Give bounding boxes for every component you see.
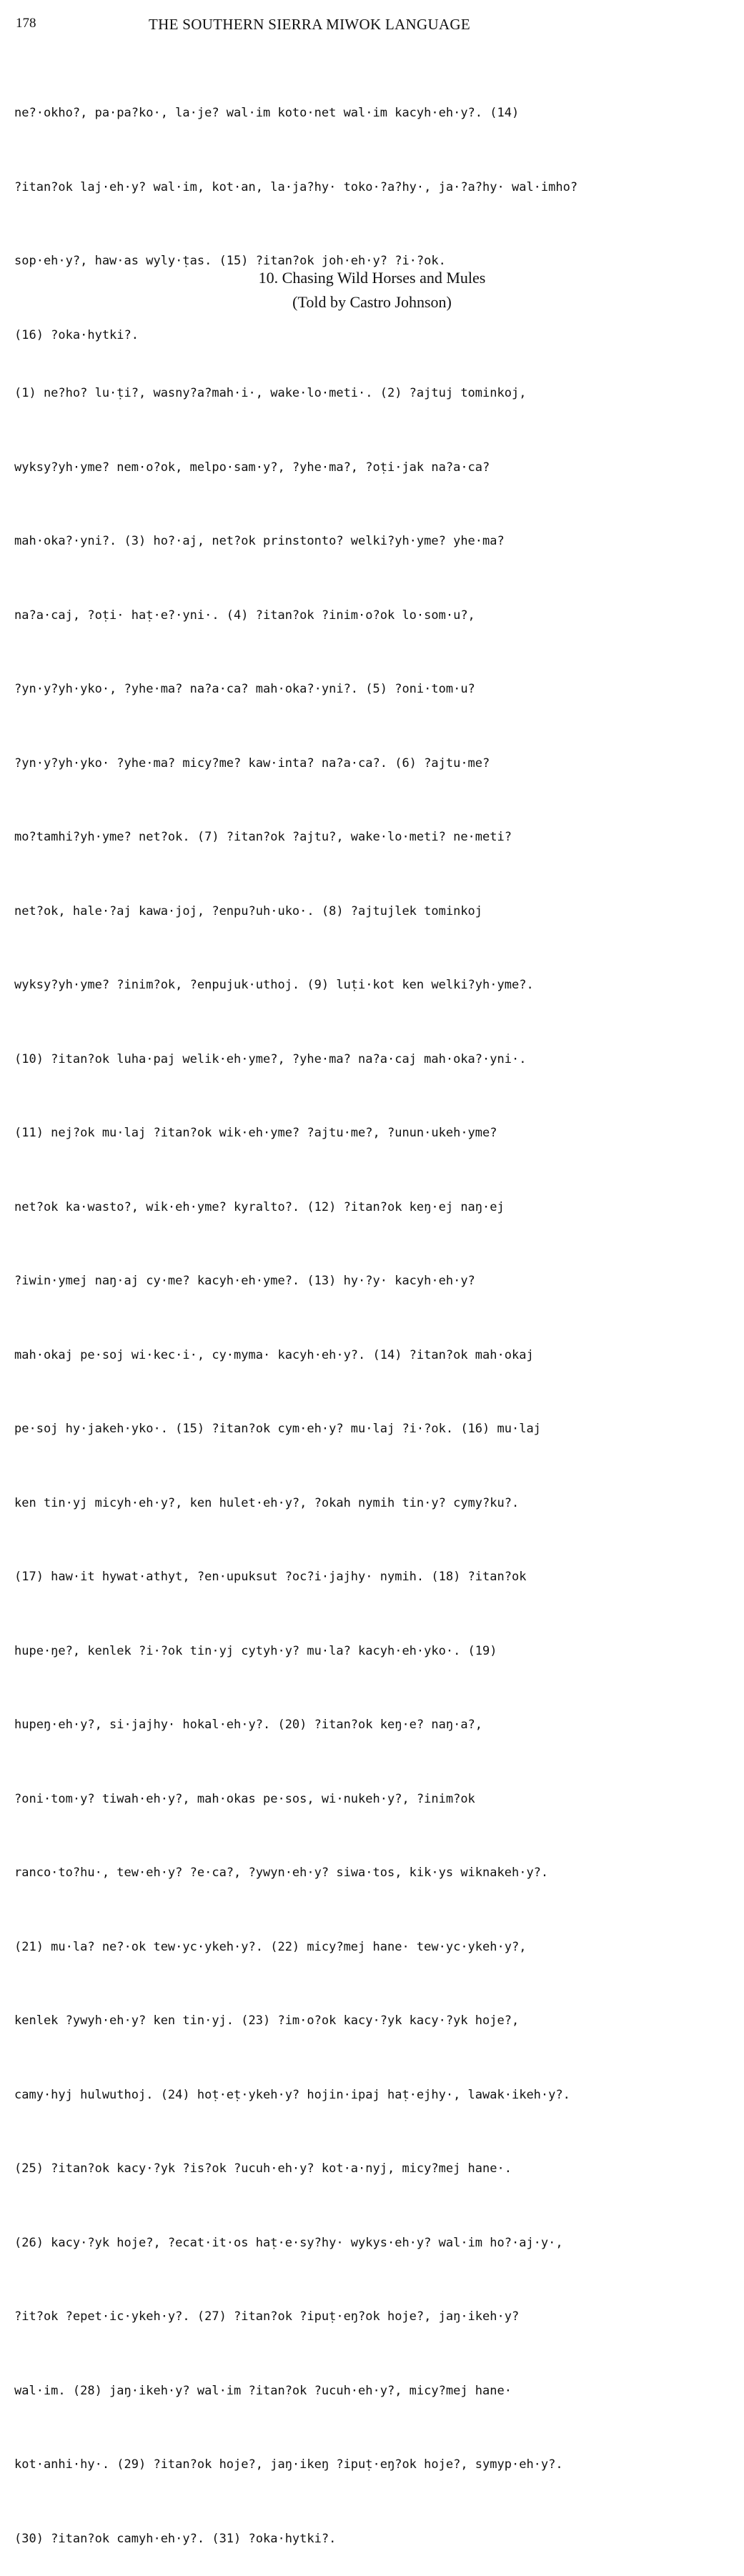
text-line: (16) ?oka·hytki?. (14, 327, 139, 342)
text-line: (1) ne?ho? lu·ṭi?, wasny?a?mah·i·, wake·lo·meti·. (2) ?ajtuj tominkoj, (14, 386, 527, 400)
text-line: wyksy?yh·yme? ?inim?ok, ?enpujuk·uthoj. (9) luṭi·kot ken welki?yh·yme?. (14, 978, 534, 992)
text-line: ?yn·y?yh·yko· ?yhe·ma? micy?me? kaw·inta? na?a·ca?. (6) ?ajtu·me? (14, 756, 490, 771)
section-heading (0, 266, 744, 314)
story-text-block (14, 332, 718, 2576)
section-subtitle: (Told by Castro Johnson) (292, 293, 452, 311)
text-line: net?ok ka·wasto?, wik·eh·yme? kyralto?. (12) ?itan?ok keŋ·ej naŋ·ej (14, 1199, 505, 1214)
text-line: wyksy?yh·yme? nem·o?ok, melpo·sam·y?, ?yhe·ma?, ?oṭi·jak na?a·ca? (14, 460, 490, 475)
text-line: net?ok, hale·?aj kawa·joj, ?enpu?uh·uko·. (8) ?ajtujlek tominkoj (14, 903, 483, 918)
text-line: mah·okaj pe·soj wi·kec·i·, cy·myma· kacyh·eh·y?. (14) ?itan?ok mah·okaj (14, 1347, 534, 1362)
text-line: (26) kacy·?yk hoje?, ?ecat·it·os haṭ·e·sy?hy· wykys·eh·y? wal·im ho?·aj·y·, (14, 2235, 563, 2250)
text-line: ?oni·tom·y? tiwah·eh·y?, mah·okas pe·sos, wi·nukeh·y?, ?inim?ok (14, 1791, 475, 1806)
text-line: mo?tamhi?yh·yme? net?ok. (7) ?itan?ok ?ajtu?, wake·lo·meti? ne·meti? (14, 830, 512, 844)
text-line: ne?·okho?, pa·pa?ko·, la·je? wal·im koto·net wal·im kacyh·eh·y?. (14) (14, 106, 520, 120)
text-line: (10) ?itan?ok luha·paj welik·eh·yme?, ?yhe·ma? na?a·caj mah·oka?·yni·. (14, 1051, 527, 1066)
text-line: ?itan?ok laj·eh·y? wal·im, kot·an, la·ja?hy· toko·?a?hy·, ja·?a?hy· wal·imho? (14, 179, 578, 194)
text-line: ranco·to?hu·, tew·eh·y? ?e·ca?, ?ywyn·eh·y? siwa·tos, kik·ys wiknakeh·y?. (14, 1866, 549, 1880)
text-line: ?iwin·ymej naŋ·aj cy·me? kacyh·eh·yme?. (13) hy·?y· kacyh·eh·y? (14, 1274, 475, 1288)
text-line: kenlek ?ywyh·eh·y? ken tin·yj. (23) ?im·o?ok kacy·?yk kacy·?yk hoje?, (14, 2013, 520, 2028)
text-line: wal·im. (28) jaŋ·ikeh·y? wal·im ?itan?ok ?ucuh·eh·y?, micy?mej hane· (14, 2383, 512, 2398)
page-number: 178 (16, 16, 36, 31)
text-line: ?yn·y?yh·yko·, ?yhe·ma? na?a·ca? mah·oka?·yni?. (5) ?oni·tom·u? (14, 682, 475, 696)
section-title: 10. Chasing Wild Horses and Mules (258, 269, 486, 287)
text-line: sop·eh·y?, haw·as wyly·ṭas. (15) ?itan?ok joh·eh·y? ?i·?ok. (14, 254, 446, 268)
text-line: pe·soj hy·jakeh·yko·. (15) ?itan?ok cym·eh·y? mu·laj ?i·?ok. (16) mu·laj (14, 1422, 541, 1436)
text-line: (17) haw·it hywat·athyt, ?en·upuksut ?oc?i·jajhy· nymih. (18) ?itan?ok (14, 1570, 527, 1584)
text-line: kot·anhi·hy·. (29) ?itan?ok hoje?, jaŋ·ikeŋ ?ipuṭ·eŋ?ok hoje?, symyp·eh·y?. (14, 2457, 563, 2472)
text-line: (11) nej?ok mu·laj ?itan?ok wik·eh·yme? ?ajtu·me?, ?unun·ukeh·yme? (14, 1126, 497, 1140)
text-line: (21) mu·la? ne?·ok tew·yc·ykeh·y?. (22) micy?mej hane· tew·yc·ykeh·y?, (14, 1939, 527, 1954)
text-line: (25) ?itan?ok kacy·?yk ?is?ok ?ucuh·eh·y? kot·a·nyj, micy?mej hane·. (14, 2161, 512, 2176)
text-line: hupe·ŋe?, kenlek ?i·?ok tin·yj cytyh·y? mu·la? kacyh·eh·yko·. (19) (14, 1643, 497, 1658)
continued-text-block (14, 51, 718, 372)
text-line: ?it?ok ?epet·ic·ykeh·y?. (27) ?itan?ok ?ipuṭ·eŋ?ok hoje?, jaŋ·ikeh·y? (14, 2309, 520, 2324)
page-header (16, 16, 559, 37)
text-line: camy·hyj hulwuthoj. (24) hoṭ·eṭ·ykeh·y? hojin·ipaj haṭ·ejhy·, lawak·ikeh·y?. (14, 2087, 570, 2102)
running-title: THE SOUTHERN SIERRA MIWOK LANGUAGE (149, 16, 471, 33)
text-line: mah·oka?·yni?. (3) ho?·aj, net?ok prinstonto? welki?yh·yme? yhe·ma? (14, 534, 505, 548)
text-line: ken tin·yj micyh·eh·y?, ken hulet·eh·y?, ?okah nymih tin·y? cymy?ku?. (14, 1495, 520, 1510)
text-line: na?a·caj, ?oṭi· haṭ·e?·yni·. (4) ?itan?ok ?inim·o?ok lo·som·u?, (14, 608, 475, 623)
text-line: hupeŋ·eh·y?, si·jajhy· hokal·eh·y?. (20) ?itan?ok keŋ·e? naŋ·a?, (14, 1718, 483, 1732)
text-line: (30) ?itan?ok camyh·eh·y?. (31) ?oka·hytki?. (14, 2531, 337, 2546)
